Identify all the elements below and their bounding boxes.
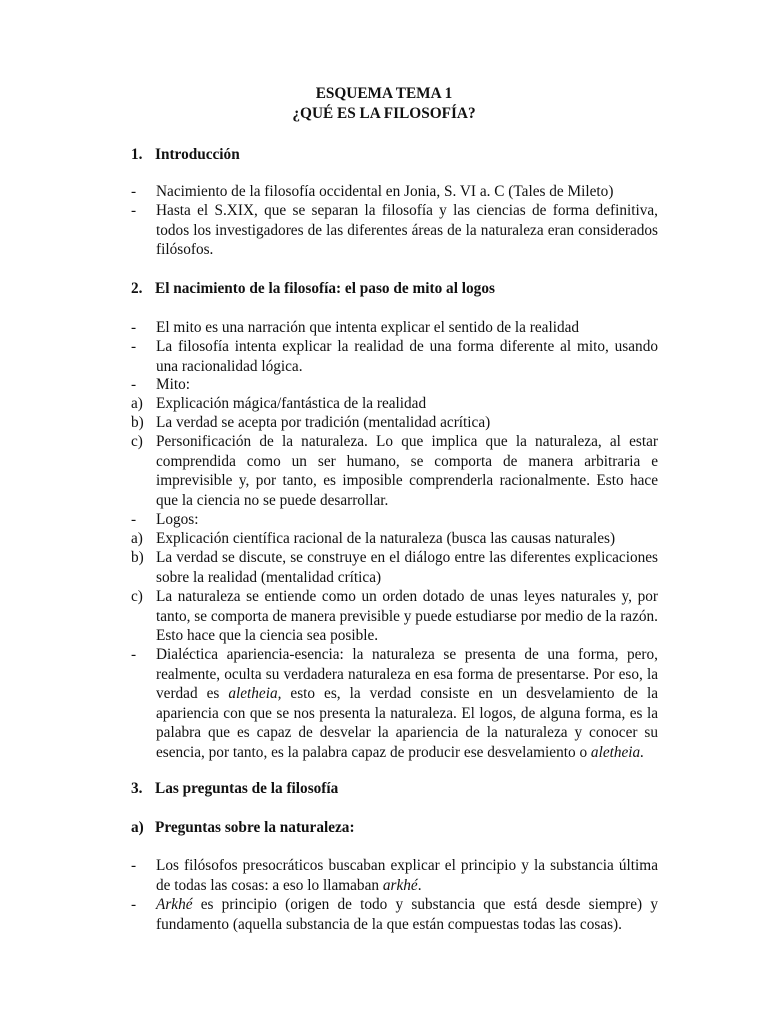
italic-term-arkhe: arkhé xyxy=(382,876,418,894)
list-item-text: Logos: xyxy=(156,511,199,528)
list-marker: - xyxy=(131,896,137,913)
section-number: 1. xyxy=(131,146,143,163)
list-item-text: La naturaleza se entiende como un orden dotado de unas leyes naturales y, por tanto, se comporta de manera previsible y puede estudiarse por medio de la razón. Esto hace que la ciencia sea posible. xyxy=(156,588,658,644)
text-run: . xyxy=(417,876,422,894)
list-item xyxy=(131,895,658,934)
section-title: Introducción xyxy=(155,146,240,163)
document-subtitle: ¿QUÉ ES LA FILOSOFÍA? xyxy=(292,105,476,122)
list-marker: - xyxy=(131,319,137,336)
list-item-text: Hasta el S.XIX, que se separan la filosofía y las ciencias de forma definitiva, todos los investigadores de las diferentes áreas de la naturaleza eran considerados filósofos. xyxy=(156,202,658,258)
list-marker: - xyxy=(131,338,137,355)
list-item xyxy=(131,337,658,376)
text-run: es principio (origen de todo y substancia que está desde siempre) y fundamento (aquella substancia de la que están compuestas todas las cosas). xyxy=(156,896,658,933)
list-item xyxy=(131,413,658,433)
list-item-logos xyxy=(131,510,658,530)
list-item-text: Personificación de la naturaleza. Lo que implica que la naturaleza, al estar comprendida como un ser humano, se comporta de manera arbitraria e imprevisible y, por tanto, es imposible comprenderla racionalmente. Esto hace que la ciencia no se puede desarrollar. xyxy=(156,433,658,509)
list-item-text xyxy=(156,856,658,895)
list-marker: - xyxy=(131,376,137,393)
list-item-text: La filosofía intenta explicar la realidad de una forma diferente al mito, usando una racionalidad lógica. xyxy=(156,338,658,375)
list-item-mito xyxy=(131,375,658,395)
section-title: El nacimiento de la filosofía: el paso de mito al logos xyxy=(155,280,495,297)
list-item-text: Explicación mágica/fantástica de la realidad xyxy=(156,395,427,412)
list-item-text: La verdad se acepta por tradición (mentalidad acrítica) xyxy=(156,414,491,431)
text-run: esto es, la verdad consiste en un desvelamiento de la apariencia con que se nos presenta la naturaleza. El logos, de alguna forma, es la palabra que es capaz de desvelar la apariencia de la naturaleza y conocer su esencia, por tanto, es la palabra capaz de producir ese desvelamiento o xyxy=(156,685,658,761)
list-item-text: Explicación científica racional de la naturaleza (busca las causas naturales) xyxy=(156,530,616,547)
italic-term-aletheia: aletheia. xyxy=(590,743,645,761)
section-number: 2. xyxy=(131,280,143,297)
list-marker: - xyxy=(131,183,137,200)
list-item xyxy=(131,529,658,549)
italic-term-aletheia: aletheia, xyxy=(228,685,282,702)
text-run: Dialéctica apariencia-esencia: la naturaleza se presenta de una forma, pero, realmente, oculta su verdadera naturaleza en esa forma de presentarse. Por eso, la verdad es xyxy=(156,646,658,702)
list-item xyxy=(131,182,658,202)
section-title: Preguntas sobre la naturaleza: xyxy=(155,819,355,836)
document-title: ESQUEMA TEMA 1 xyxy=(315,85,453,102)
list-marker: a) xyxy=(131,530,143,547)
list-marker: - xyxy=(131,202,137,219)
section-title: Las preguntas de la filosofía xyxy=(155,780,339,797)
list-item-text: El mito es una narración que intenta explicar el sentido de la realidad xyxy=(156,319,580,336)
list-item xyxy=(131,432,658,510)
list-item-text: La verdad se discute, se construye en el diálogo entre las diferentes explicaciones sobre la realidad (mentalidad crítica) xyxy=(156,549,658,586)
list-marker: c) xyxy=(131,588,143,605)
list-marker: a) xyxy=(131,395,143,412)
list-marker: b) xyxy=(131,549,144,566)
text-run: Los filósofos presocráticos buscaban explicar el principio y la substancia última de todas las cosas: a eso lo llamaban xyxy=(156,857,658,894)
list-marker: c) xyxy=(131,433,143,450)
list-item xyxy=(131,856,658,895)
list-item-text: Nacimiento de la filosofía occidental en Jonia, S. VI a. C (Tales de Mileto) xyxy=(156,183,614,200)
section-number: a) xyxy=(131,819,144,836)
list-item xyxy=(131,394,658,414)
list-item-text: Mito: xyxy=(156,376,190,393)
list-marker: b) xyxy=(131,414,144,431)
list-item-text xyxy=(156,645,658,762)
list-item-text xyxy=(156,895,658,934)
italic-term-arkhe: Arkhé xyxy=(156,896,193,913)
list-item xyxy=(131,201,658,260)
list-item xyxy=(131,587,658,646)
section-number: 3. xyxy=(131,780,143,797)
list-marker: - xyxy=(131,511,137,528)
list-item-dialectica xyxy=(131,645,658,762)
list-marker: - xyxy=(131,857,137,874)
list-marker: - xyxy=(131,646,137,663)
list-item xyxy=(131,318,658,338)
list-item xyxy=(131,548,658,587)
